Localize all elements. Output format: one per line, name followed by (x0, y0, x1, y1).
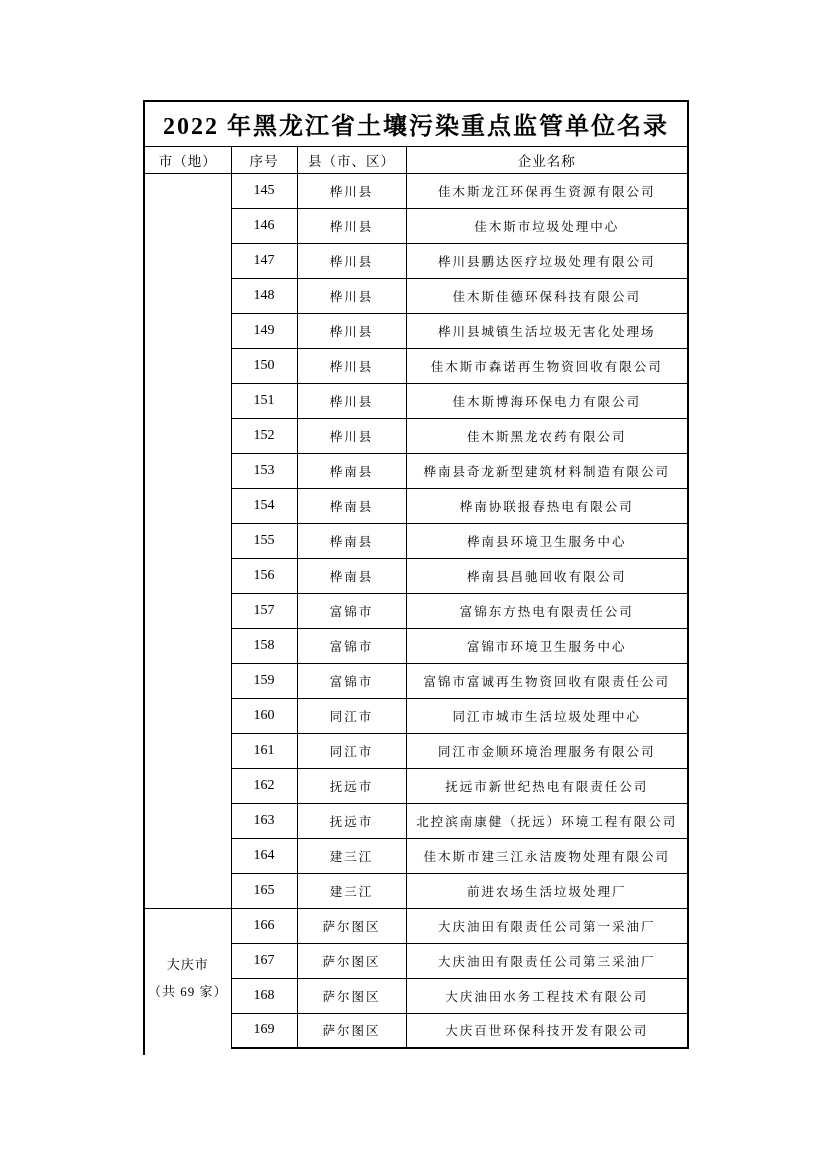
seq-cell: 151 (231, 383, 297, 418)
seq-cell: 165 (231, 873, 297, 908)
seq-cell: 155 (231, 523, 297, 558)
county-cell: 同江市 (297, 698, 406, 733)
seq-cell: 157 (231, 593, 297, 628)
county-cell: 萨尔图区 (297, 943, 406, 978)
company-cell: 前进农场生活垃圾处理厂 (406, 873, 688, 908)
seq-cell: 167 (231, 943, 297, 978)
table-body (144, 173, 688, 1048)
company-cell: 桦南县昌驰回收有限公司 (406, 558, 688, 593)
seq-cell: 153 (231, 453, 297, 488)
city-group-cell (144, 173, 231, 908)
county-cell: 桦川县 (297, 313, 406, 348)
col-header-county: 县（市、区） (297, 146, 406, 173)
company-cell: 同江市城市生活垃圾处理中心 (406, 698, 688, 733)
seq-cell: 169 (231, 1013, 297, 1048)
company-cell: 桦南县奇龙新型建筑材料制造有限公司 (406, 453, 688, 488)
county-cell: 富锦市 (297, 593, 406, 628)
seq-cell: 152 (231, 418, 297, 453)
company-cell: 抚远市新世纪热电有限责任公司 (406, 768, 688, 803)
table-row (144, 173, 688, 208)
county-cell: 桦川县 (297, 208, 406, 243)
seq-cell: 166 (231, 908, 297, 943)
seq-cell: 156 (231, 558, 297, 593)
county-cell: 桦川县 (297, 418, 406, 453)
company-cell: 桦川县鹏达医疗垃圾处理有限公司 (406, 243, 688, 278)
table-title: 2022 年黑龙江省土壤污染重点监管单位名录 (144, 101, 688, 146)
company-cell: 佳木斯市建三江永洁废物处理有限公司 (406, 838, 688, 873)
company-cell: 佳木斯佳德环保科技有限公司 (406, 278, 688, 313)
seq-cell: 168 (231, 978, 297, 1013)
company-cell: 佳木斯黑龙农药有限公司 (406, 418, 688, 453)
county-cell: 富锦市 (297, 628, 406, 663)
company-cell: 大庆油田水务工程技术有限公司 (406, 978, 688, 1013)
seq-cell: 160 (231, 698, 297, 733)
seq-cell: 149 (231, 313, 297, 348)
seq-cell: 158 (231, 628, 297, 663)
company-cell: 桦川县城镇生活垃圾无害化处理场 (406, 313, 688, 348)
county-cell: 建三江 (297, 838, 406, 873)
county-cell: 桦南县 (297, 453, 406, 488)
company-cell: 富锦东方热电有限责任公司 (406, 593, 688, 628)
company-cell: 大庆百世环保科技开发有限公司 (406, 1013, 688, 1048)
county-cell: 桦南县 (297, 523, 406, 558)
county-cell: 桦南县 (297, 488, 406, 523)
company-cell: 大庆油田有限责任公司第一采油厂 (406, 908, 688, 943)
company-cell: 北控滨南康健（抚远）环境工程有限公司 (406, 803, 688, 838)
county-cell: 富锦市 (297, 663, 406, 698)
county-cell: 桦川县 (297, 173, 406, 208)
supervision-units-table (143, 100, 689, 1049)
county-cell: 建三江 (297, 873, 406, 908)
company-cell: 桦南县环境卫生服务中心 (406, 523, 688, 558)
table-row (144, 908, 688, 943)
col-header-city: 市（地） (144, 146, 231, 173)
city-count-label: （共 69 家） (147, 984, 228, 1000)
seq-cell: 162 (231, 768, 297, 803)
company-cell: 同江市金顺环境治理服务有限公司 (406, 733, 688, 768)
company-cell: 富锦市富诚再生物资回收有限责任公司 (406, 663, 688, 698)
county-cell: 桦川县 (297, 383, 406, 418)
county-cell: 桦川县 (297, 348, 406, 383)
county-cell: 萨尔图区 (297, 1013, 406, 1048)
county-cell: 同江市 (297, 733, 406, 768)
county-cell: 萨尔图区 (297, 978, 406, 1013)
company-cell: 桦南协联报春热电有限公司 (406, 488, 688, 523)
county-cell: 桦川县 (297, 278, 406, 313)
seq-cell: 150 (231, 348, 297, 383)
company-cell: 佳木斯市森诺再生物资回收有限公司 (406, 348, 688, 383)
seq-cell: 159 (231, 663, 297, 698)
county-cell: 抚远市 (297, 768, 406, 803)
city-name: 大庆市 (166, 956, 209, 972)
header-row (144, 146, 688, 173)
seq-cell: 148 (231, 278, 297, 313)
company-cell: 富锦市环境卫生服务中心 (406, 628, 688, 663)
seq-cell: 147 (231, 243, 297, 278)
seq-cell: 145 (231, 173, 297, 208)
seq-cell: 161 (231, 733, 297, 768)
county-cell: 抚远市 (297, 803, 406, 838)
county-cell: 桦川县 (297, 243, 406, 278)
county-cell: 萨尔图区 (297, 908, 406, 943)
county-cell: 桦南县 (297, 558, 406, 593)
continuation-border-tail (143, 1047, 145, 1055)
seq-cell: 154 (231, 488, 297, 523)
company-cell: 佳木斯博海环保电力有限公司 (406, 383, 688, 418)
col-header-seq: 序号 (231, 146, 297, 173)
seq-cell: 163 (231, 803, 297, 838)
seq-cell: 146 (231, 208, 297, 243)
company-cell: 佳木斯龙江环保再生资源有限公司 (406, 173, 688, 208)
company-cell: 大庆油田有限责任公司第三采油厂 (406, 943, 688, 978)
col-header-company: 企业名称 (406, 146, 688, 173)
title-row (144, 101, 688, 146)
company-cell: 佳木斯市垃圾处理中心 (406, 208, 688, 243)
city-group-cell (144, 908, 231, 1048)
document-page-table-area (143, 100, 687, 1049)
seq-cell: 164 (231, 838, 297, 873)
